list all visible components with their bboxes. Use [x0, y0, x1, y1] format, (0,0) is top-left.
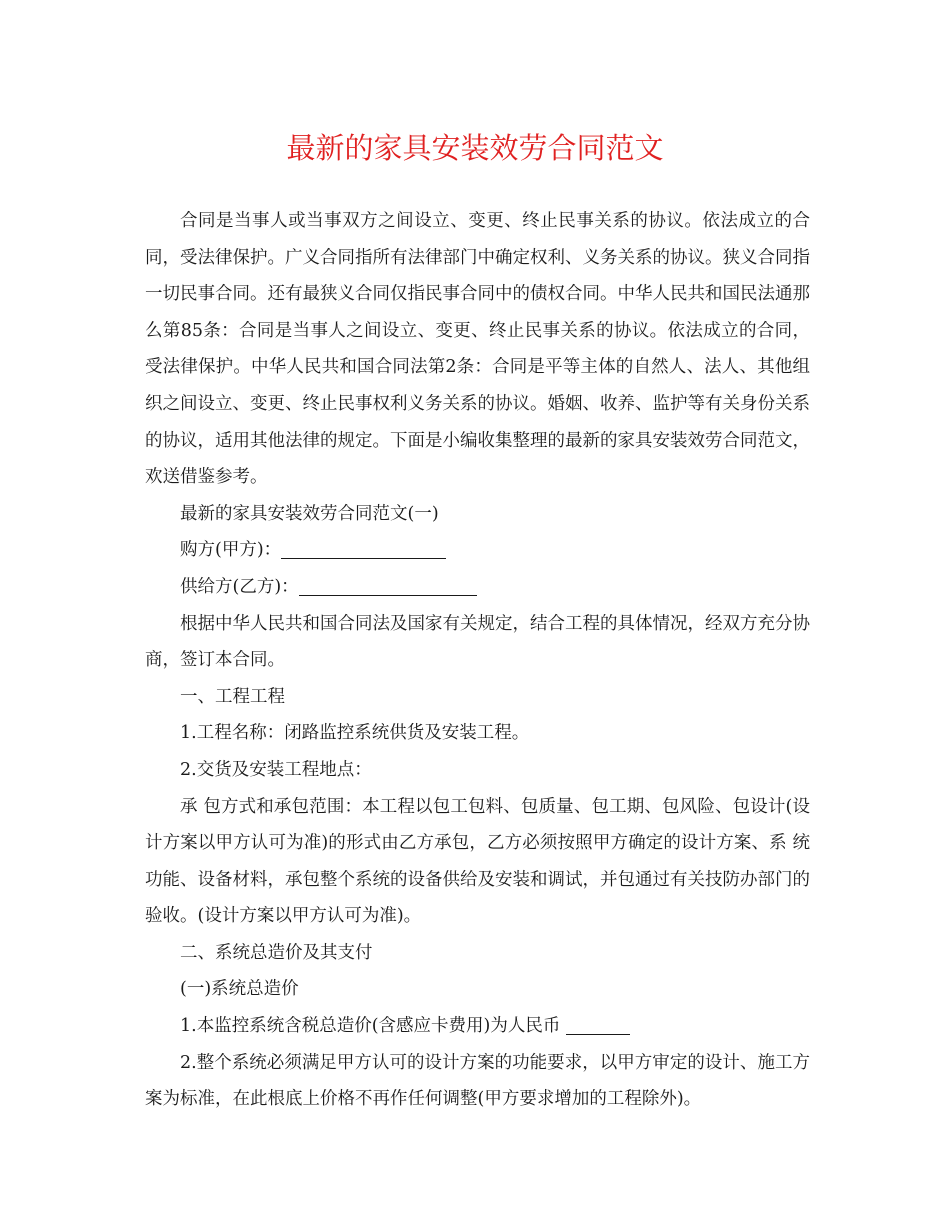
party-a-label: 购方(甲方)：	[180, 540, 282, 561]
document-title: 最新的家具安装效劳合同范文	[286, 131, 664, 165]
preamble-paragraph: 根据中华人民共和国合同法及国家有关规定，结合工程的具体情况，经双方充分协商，签订本合同。	[145, 613, 810, 671]
party-a-blank	[281, 538, 446, 559]
price-blank	[566, 1014, 630, 1035]
party-b-blank	[299, 575, 477, 596]
document-body	[145, 203, 810, 1118]
scope-paragraph: 承 包方式和承包范围：本工程以包工包料、包质量、包工期、包风险、包设计(设计方案以甲方认可为准)的形式由乙方承包，乙方必须按照甲方确定的设计方案、系 统功能、设备材料，承包整个系统的设备供给及安装和调试，并包通过有关技防办部门的验收。(设计方案以甲方认可为准)。	[145, 796, 810, 927]
section-1-heading: 一、工程工程	[180, 686, 285, 707]
section-2-heading: 二、系统总造价及其支付	[180, 942, 373, 963]
item-1-1: 1.工程名称：闭路监控系统供货及安装工程。	[180, 723, 530, 744]
party-a-line	[145, 532, 810, 569]
party-b-label: 供给方(乙方)：	[180, 576, 299, 597]
party-b-line	[145, 569, 810, 606]
item-2-2: 2.整个系统必须满足甲方认可的设计方案的功能要求，以甲方审定的设计、施工方案为标准，在此根底上价格不再作任何调整(甲方要求增加的工程除外)。	[145, 1052, 810, 1110]
item-1-2: 2.交货及安装工程地点：	[180, 759, 372, 780]
item-2-1-line	[145, 1008, 810, 1045]
item-2-1: 1.本监控系统含税总造价(含感应卡费用)为人民币	[180, 1016, 561, 1037]
intro-paragraph: 合同是当事人或当事双方之间设立、变更、终止民事关系的协议。依法成立的合同，受法律保护。广义合同指所有法律部门中确定权利、义务关系的协议。狭义合同指一切民事合同。还有最狭义合同仅指民事合同中的债权合同。中华人民共和国民法通那么第85条：合同是当事人之间设立、变更、终止民事关系的协议。依法成立的合同，受法律保护。中华人民共和国合同法第2条：合同是平等主体的自然人、法人、其他组织之间设立、变更、终止民事权利义务关系的协议。婚姻、收养、监护等有关身份关系的协议，适用其他法律的规定。下面是小编收集整理的最新的家具安装效劳合同范文，欢送借鉴参考。	[145, 211, 810, 488]
contract-subtitle: 最新的家具安装效劳合同范文(一)	[180, 503, 439, 524]
subsection-1-heading: (一)系统总造价	[180, 979, 299, 1000]
